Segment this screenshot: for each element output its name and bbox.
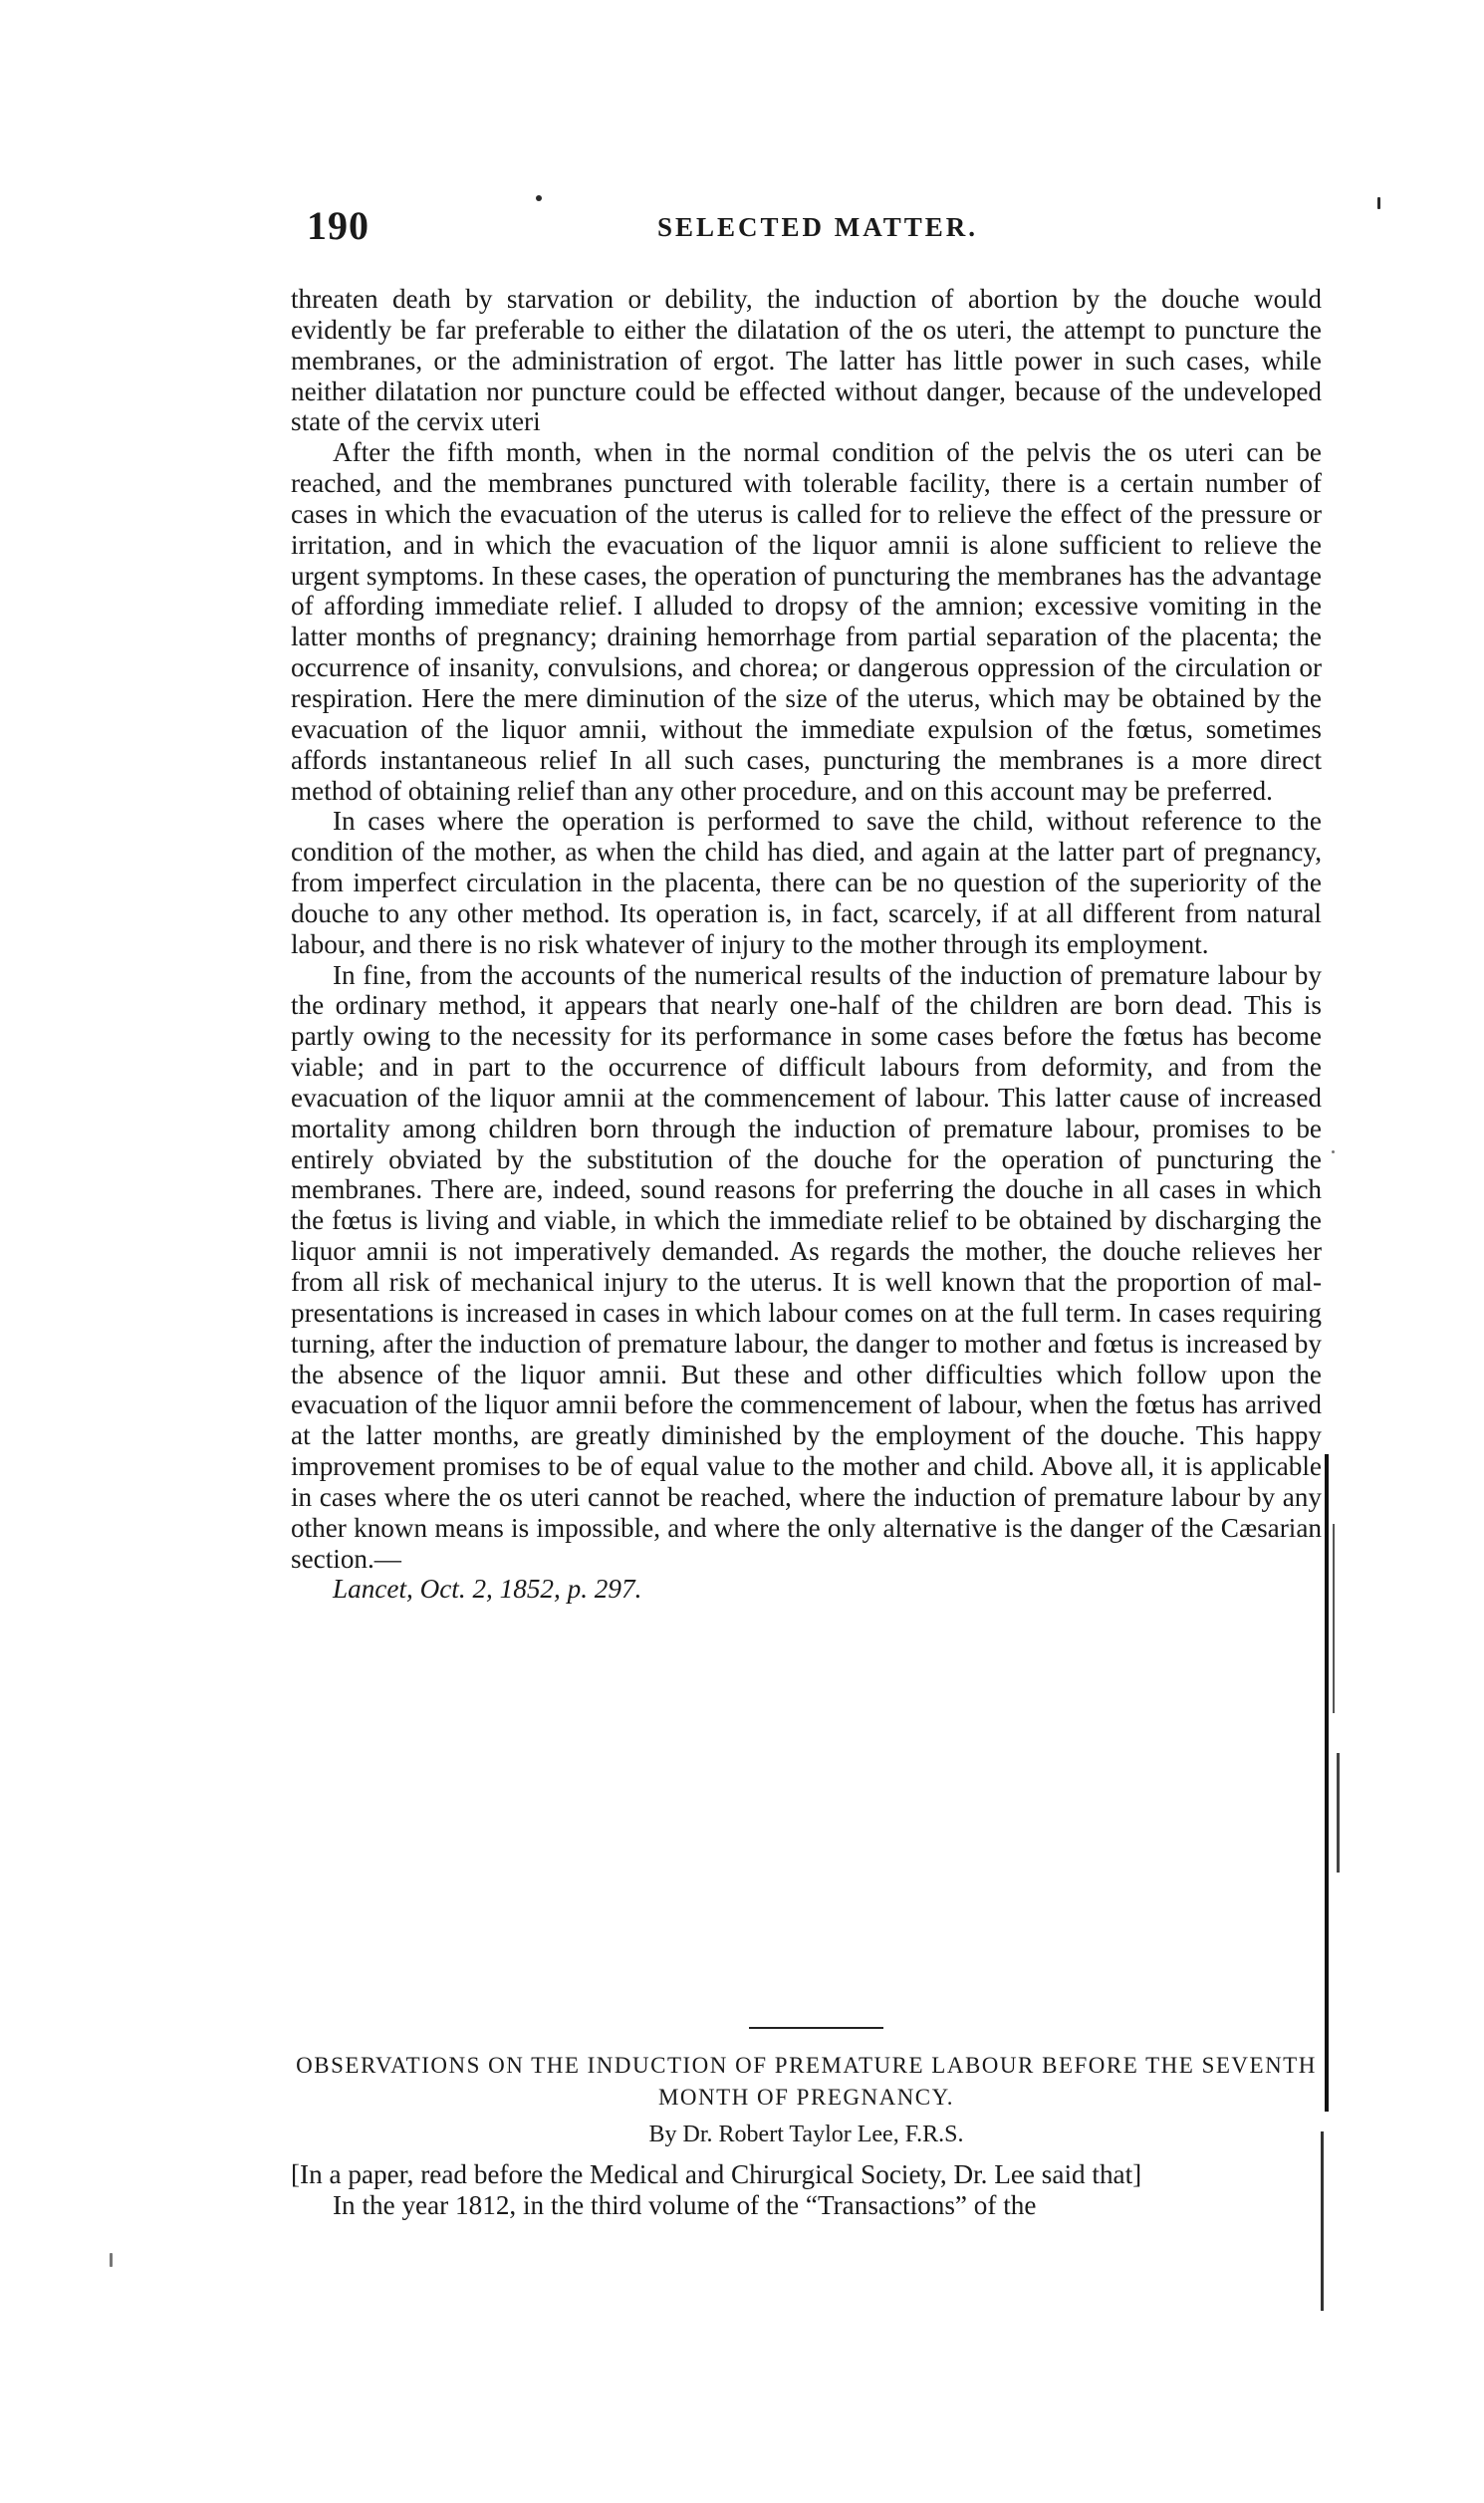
paragraph: In cases where the operation is performed to save the child, without reference to the condition of the mother, as when the child has died, and again at the latter part of pregnancy, from imperfect circulation in the placenta, there can be no question of the superiority of the douche to any other method. Its operation is, in fact, scarcely, if at all different from natural labour, and there is no risk whatever of injury to the mother through its employment. (291, 806, 1322, 959)
section-divider (749, 2027, 883, 2029)
ink-speck (1377, 197, 1380, 209)
ink-speck (536, 195, 542, 201)
paragraph: In the year 1812, in the third volume of the “Transactions” of the (333, 2189, 1037, 2220)
ink-speck (110, 2253, 113, 2267)
scan-margin-mark (1333, 1524, 1335, 1713)
paragraph: After the fifth month, when in the normal condition of the pelvis the os uteri can be reached, and the membranes punctured with tolerable facility, there is a certain number of cases in which the evacuation of the uterus is called for to relieve the effect of the pressure or irritation, and in which the evacuation of the liquor amnii is alone sufficient to relieve the urgent symptoms. In these cases, the operation of puncturing the membranes has the advantage of affording immediate relief. I alluded to dropsy of the amnion; excessive vomiting in the latter months of pregnancy; draining hemorrhage from partial separation of the placenta; the occurrence of insanity, convulsions, and chorea; or dangerous oppression of the circulation or respiration. Here the mere diminution of the size of the uterus, which may be obtained by the evacuation of the liquor amnii, without the immediate expulsion of the fœtus, sometimes affords instantaneous relief In all such cases, puncturing the membranes is a more direct method of obtaining relief than any other procedure, and on this account may be preferred. (291, 437, 1322, 806)
scan-margin-mark (1321, 2131, 1324, 2311)
running-head: SELECTED MATTER. (657, 212, 979, 242)
ink-speck (1332, 1150, 1335, 1153)
paragraph: threaten death by starvation or debility, the induction of abortion by the douche would evidently be far preferable to either the dilatation of the os uteri, the attempt to puncture the membranes, or the administration of ergot. The latter has little power in such cases, while neither dilatation nor puncture could be effected without danger, because of the undeveloped state of the cervix uteri (291, 284, 1322, 437)
article-title-line: OBSERVATIONS ON THE INDUCTION OF PREMATURE LABOUR BEFORE THE SEVENTH (296, 2053, 1317, 2078)
body-text (291, 284, 1322, 1605)
editorial-note: [In a paper, read before the Medical and Chirurgical Society, Dr. Lee said that] (291, 2159, 1142, 2189)
paragraph: In fine, from the accounts of the numerical results of the induction of premature labour by the ordinary method, it appears that nearly one-half of the children are born dead. This is partly owing to the necessity for its performance in some cases before the fœtus has become viable; and in part to the occurrence of difficult labours from deformity, and from the evacuation of the liquor amnii at the commencement of labour. This latter cause of increased mortality among children born through the induction of premature labour, promises to be entirely obviated by the substitution of the douche for the operation of puncturing the membranes. There are, indeed, sound reasons for preferring the douche in all cases in which the fœtus is living and viable, in which the immediate relief to be obtained by discharging the liquor amnii is not imperatively demanded. As regards the mother, the douche relieves her from all risk of mechanical injury to the uterus. It is well known that the proportion of mal-presentations is increased in cases in which labour comes on at the full term. In cases requiring turning, after the induction of premature labour, the danger to mother and fœtus is increased by the absence of the liquor amnii. But these and other difficulties which follow upon the evacuation of the liquor amnii before the commencement of labour, when the fœtus has arrived at the latter months, are greatly diminished by the employment of the douche. This happy improvement promises to be of equal value to the mother and child. Above all, it is applicable in cases where the os uteri cannot be reached, where the induction of premature labour by any other known means is impossible, and where the only alternative is the danger of the Cæsarian section.— (291, 959, 1322, 1574)
citation: Lancet, Oct. 2, 1852, p. 297. (333, 1574, 642, 1605)
page-number: 190 (307, 203, 370, 248)
byline: By Dr. Robert Taylor Lee, F.R.S. (648, 2122, 964, 2147)
article-title (291, 2050, 1322, 2114)
article-title-line: MONTH OF PREGNANCY. (657, 2085, 955, 2110)
scan-margin-mark (1325, 1454, 1329, 2112)
page-header (299, 202, 1384, 262)
article-body (291, 2159, 1322, 2221)
scan-margin-mark (1337, 1753, 1340, 1873)
